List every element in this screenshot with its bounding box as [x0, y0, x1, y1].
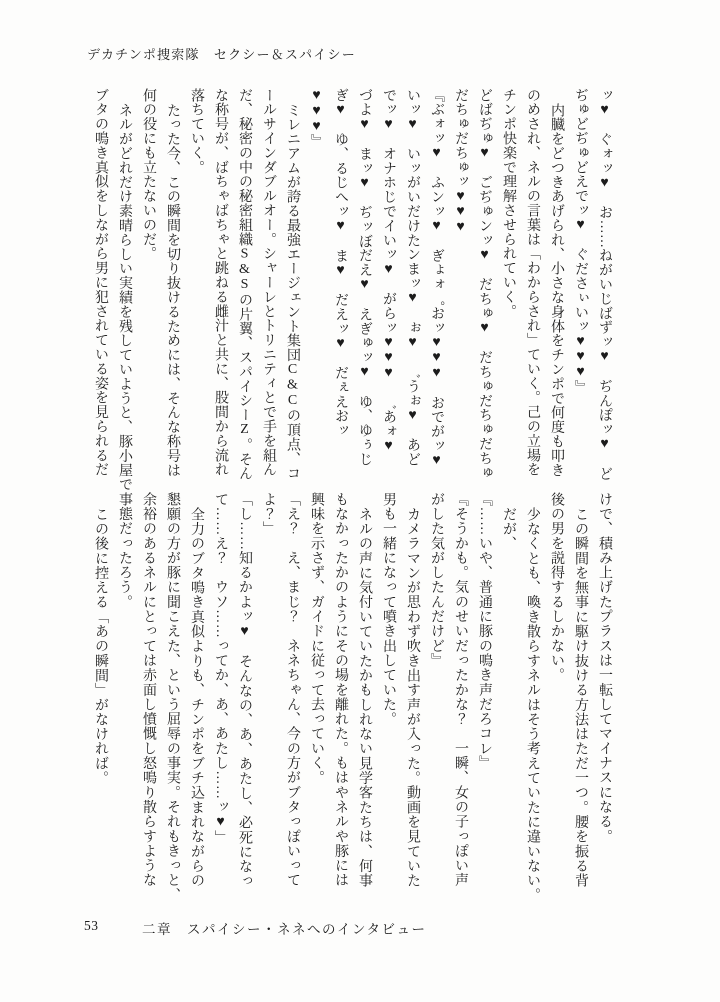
upright-glyph: ♥	[357, 364, 372, 381]
text-column: チンポ快楽で理解させられていく。	[501, 88, 516, 319]
text-column: 『……いや、普通に豚の鳴き声だろコレ』	[477, 492, 492, 771]
upright-glyph: ♥	[381, 438, 396, 455]
text-column: 何の役にも立たないのだ。	[141, 88, 156, 261]
upright-glyph: ♥	[597, 175, 612, 191]
upright-glyph: ♥	[357, 116, 372, 133]
text-column: 懇願の方が豚に聞こえた、という屈辱の事実。それもきっと、	[165, 492, 180, 903]
upright-glyph: ♥	[429, 145, 444, 162]
running-title: 二章 スパイシー・ネネへのインタビュー	[142, 922, 427, 937]
text-column: この後に控える「あの瞬間」がなければ。	[93, 506, 108, 785]
upright-glyph: ♥	[333, 262, 348, 279]
text-column: でッ♥ オナホじでイいッ♥ がらッ♥♥♥ ゛あォ♥	[381, 88, 396, 455]
upright-glyph: ♥	[333, 102, 348, 118]
upright-glyph: ♥	[405, 116, 420, 133]
text-column: だが、	[501, 506, 516, 551]
text-column: たった今、この瞬間を切り抜けるためには、そんな称号は	[165, 102, 180, 477]
text-column: がした気がしたんだけど』	[429, 492, 444, 668]
upright-glyph: ♥♥♥	[381, 334, 396, 382]
page-number: 53	[84, 918, 99, 933]
text-column: 余裕のあるネルにとっては赤面し憤慨し怒鳴り散らすような	[141, 492, 156, 888]
upright-glyph: ♥	[333, 335, 348, 352]
upright-glyph: ♥	[477, 320, 492, 336]
text-column: 『ぶォッ♥ ふンッ♥ ぎょォ゜おッ♥♥♥ おでがッ♥	[429, 88, 444, 469]
upright-glyph: ♥	[381, 261, 396, 278]
text-column: 少なくとも、喚き散らすネルはそう考えていたに違いない。	[525, 506, 540, 903]
text-column: けで、積み上げたプラスは一転してマイナスになる。	[597, 492, 612, 844]
upright-glyph: ♥	[429, 453, 444, 469]
upright-glyph: ♥	[477, 145, 492, 162]
text-column: もなかったかのようにその場を離れた。もはやネルや豚には	[333, 492, 348, 888]
upright-glyph: ♥♥♥	[429, 334, 444, 382]
upright-glyph: ♥♥♥	[309, 88, 324, 135]
upright-glyph: C&C	[285, 361, 300, 408]
upright-glyph: Z	[237, 422, 252, 438]
text-column: いッ♥ いッがいだけたンまッ♥ ぉ♥ ゛うぉ♥ あど	[405, 88, 420, 467]
text-column: 全力のブタ鳴き真似よりも、チンポをブチ込まれながらの	[189, 506, 204, 888]
text-column: ♥♥♥』	[309, 88, 324, 149]
text-column: 事態だったろう。	[117, 492, 132, 610]
text-column: カメラマンが思わず吹き出す声が入った。動画を見ていた	[405, 506, 420, 888]
text-column: 落ちていく。	[189, 88, 204, 175]
text-column: ぎ♥ ゆ、るじへッ♥ ま♥ だえッ♥ だぇえおッ	[333, 88, 348, 438]
text-column: 男も一緒になって噴き出していた。	[381, 492, 396, 727]
top-text-band	[88, 88, 616, 492]
text-column: 「し……知るかよッ♥ そんなの、あ、あたし、必死になっ	[237, 492, 252, 889]
text-column: この瞬間を無事に駆け抜ける方法はただ一つ。腰を振る背	[573, 506, 588, 888]
upright-glyph: ♥	[213, 814, 228, 830]
upright-glyph: ♥	[357, 277, 372, 293]
text-column: 『そうかも。気のせいだったかな？ 一瞬、女の子っぽい声	[453, 492, 468, 888]
text-column: ネルがどれだけ素晴らしい実績を残していようと、豚小屋で	[117, 102, 132, 492]
text-column: だ、秘密の中の秘密組織S&Sの片翼、スパイシーZ。そん	[237, 88, 252, 481]
upright-glyph: ♥	[237, 623, 252, 640]
text-column: ネルの声に気付いていたかもしれない見学客たちは、何事	[357, 506, 372, 888]
text-column: ブタの鳴き真似をしながら男に犯されている姿を見られるだ	[93, 88, 108, 477]
text-column: ミレニアムが誇る最強エージェント集団C&Cの頂点、コ	[285, 102, 300, 480]
upright-glyph: ♥	[357, 175, 372, 191]
text-column: 後の男を説得するしかない。	[549, 492, 564, 683]
text-column: ぢゅどぢゅどえでッ♥ ぐださぃいッ♥♥♥』	[573, 88, 588, 395]
text-column: 「え？ え、まじ？ ネネちゃん、今の方がブタっぽいって	[285, 492, 300, 888]
upright-glyph: ♥	[597, 102, 612, 118]
upright-glyph: ♥	[573, 217, 588, 234]
text-column: て……え？ ウソ……ってか、あ、あたし……ッ♥」	[213, 492, 228, 845]
text-column: ッ♥ ぐォッ♥ お……ねがいじばずッ♥ ぢんぽッ♥ ど	[597, 88, 612, 481]
text-column: だちゅだちゅッ♥♥♥	[453, 88, 468, 236]
text-column: づよ♥ まッ♥ ぢッぼだえ♥ えぎゅッ♥ ゆ、ゆぅじ	[357, 88, 372, 467]
upright-glyph: ♥	[597, 349, 612, 365]
upright-glyph: ♥♥♥	[573, 333, 588, 381]
upright-glyph: S&S	[237, 246, 252, 293]
text-column: のめされ、ネルの言葉は「わからされ」ていく。己の立場を	[525, 88, 540, 477]
upright-glyph: ♥	[429, 218, 444, 235]
upright-glyph: ♥	[405, 290, 420, 307]
bottom-text-band	[88, 492, 616, 903]
upright-glyph: ♥	[381, 116, 396, 133]
text-column: よ？」	[261, 492, 276, 536]
text-column: どばぢゅ♥ ごぢゅンッ♥ だちゅ♥ だちゅだちゅだちゅ	[477, 88, 492, 480]
upright-glyph: ♥	[405, 334, 420, 351]
text-column: 興味を示さず、ガイドに従って去っていく。	[309, 492, 324, 785]
text-column: 内臓をどつきあげられ、小さな身体をチンポで何度も叩き	[549, 102, 564, 477]
upright-glyph: ♥	[477, 247, 492, 263]
text-column: な称号が、ばちゃばちゃと跳ねる雌汁と共に、股間から流れ	[213, 88, 228, 477]
upright-glyph: ♥	[405, 407, 420, 424]
upright-glyph: ♥	[597, 436, 612, 453]
upright-glyph: ♥♥♥	[453, 188, 468, 236]
upright-glyph: ♥	[333, 218, 348, 235]
page-header-title: デカチンポ捜索隊 セクシー＆スパイシー	[87, 47, 356, 62]
text-column: ールサインダブルオー。シャーレとトリニティとで手を組ん	[261, 88, 276, 477]
